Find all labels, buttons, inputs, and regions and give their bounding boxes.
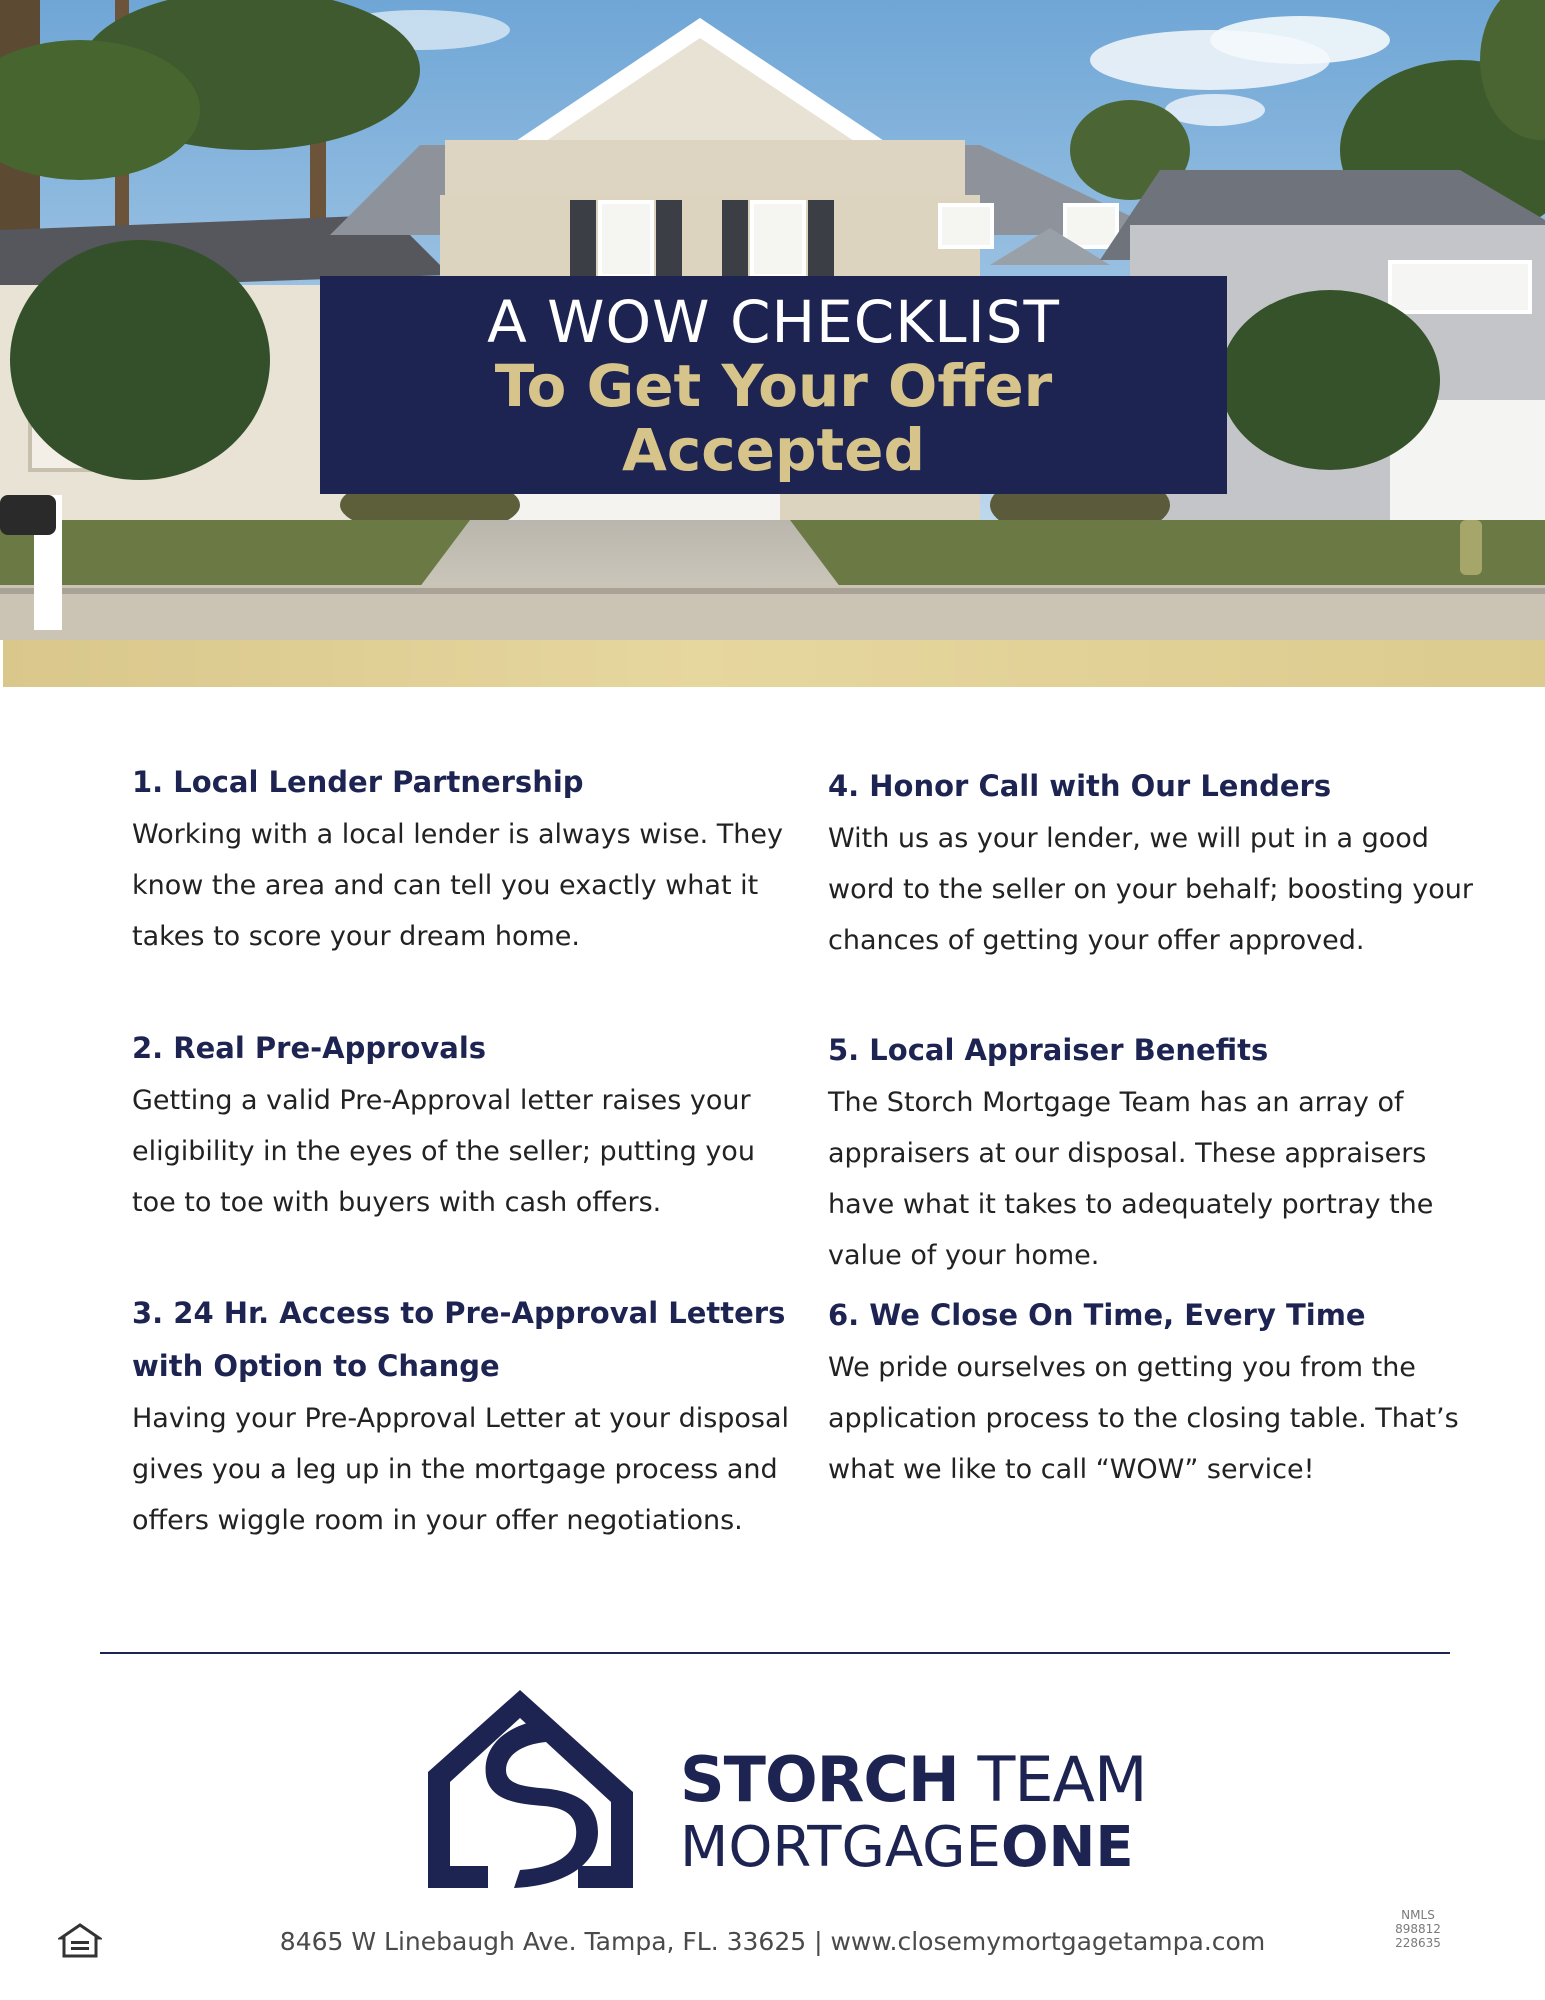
checklist-item-heading: 6. We Close On Time, Every Time <box>828 1298 1366 1332</box>
checklist-item-heading: 1. Local Lender Partnership <box>132 765 584 799</box>
title-banner <box>320 276 1227 494</box>
checklist-item <box>132 756 792 1022</box>
checklist-item <box>828 1289 1488 1495</box>
checklist-item <box>132 1022 792 1287</box>
checklist-item-heading: 2. Real Pre-Approvals <box>132 1031 487 1065</box>
checklist-item-body: We pride ourselves on getting you from the application process to the closing table. That’s what we like to call “WOW” service! <box>828 1352 1459 1485</box>
checklist-item-body: With us as your lender, we will put in a good word to the seller on your behalf; boosting your chances of getting your offer approved. <box>828 823 1473 956</box>
checklist-item <box>828 1024 1488 1289</box>
nmls-label: NMLS <box>1401 1908 1435 1922</box>
checklist-item-heading: 5. Local Appraiser Benefits <box>828 1033 1269 1067</box>
house-s-logo-icon <box>428 1680 638 1899</box>
title-line-3: Accepted <box>621 416 926 484</box>
brand-one: ONE <box>1000 1815 1134 1880</box>
checklist-item-body: Working with a local lender is always wise. They know the area and can tell you exactly what it takes to score your dream home. <box>132 819 783 952</box>
footer-address: 8465 W Linebaugh Ave. Tampa, FL. 33625 | www.closemymortgagetampa.com <box>279 1927 1266 1956</box>
checklist-left-column <box>132 756 792 1546</box>
brand-storch: STORCH <box>680 1743 959 1816</box>
nmls-number-1: 898812 <box>1395 1922 1441 1936</box>
checklist-item <box>132 1287 792 1546</box>
gold-banner-strip <box>3 640 1545 687</box>
checklist-item-heading: 3. 24 Hr. Access to Pre-Approval Letters with Option to Change <box>132 1296 786 1383</box>
checklist-item <box>828 760 1488 1024</box>
title-line-1: A WOW CHECKLIST <box>487 288 1060 356</box>
brand-line-1 <box>680 1745 1146 1815</box>
brand-line-2 <box>680 1815 1134 1881</box>
nmls-block <box>1388 1908 1448 1950</box>
checklist-item-body: The Storch Mortgage Team has an array of appraisers at our disposal. These appraisers have what it takes to adequately portray the value of your home. <box>828 1087 1434 1271</box>
nmls-number-2: 228635 <box>1395 1936 1441 1950</box>
title-line-2: To Get Your Offer <box>494 352 1053 420</box>
checklist-item-body: Getting a valid Pre-Approval letter raises your eligibility in the eyes of the seller; putting you toe to toe with buyers with cash offers. <box>132 1085 755 1218</box>
brand-mortgage: MORTGAGE <box>680 1815 1001 1880</box>
checklist-item-body: Having your Pre-Approval Letter at your disposal gives you a leg up in the mortgage process and offers wiggle room in your offer negotiations. <box>132 1403 790 1536</box>
checklist-item-heading: 4. Honor Call with Our Lenders <box>828 769 1332 803</box>
checklist-right-column <box>828 760 1488 1495</box>
brand-team: TEAM <box>958 1743 1147 1816</box>
footer-divider <box>100 1652 1450 1654</box>
